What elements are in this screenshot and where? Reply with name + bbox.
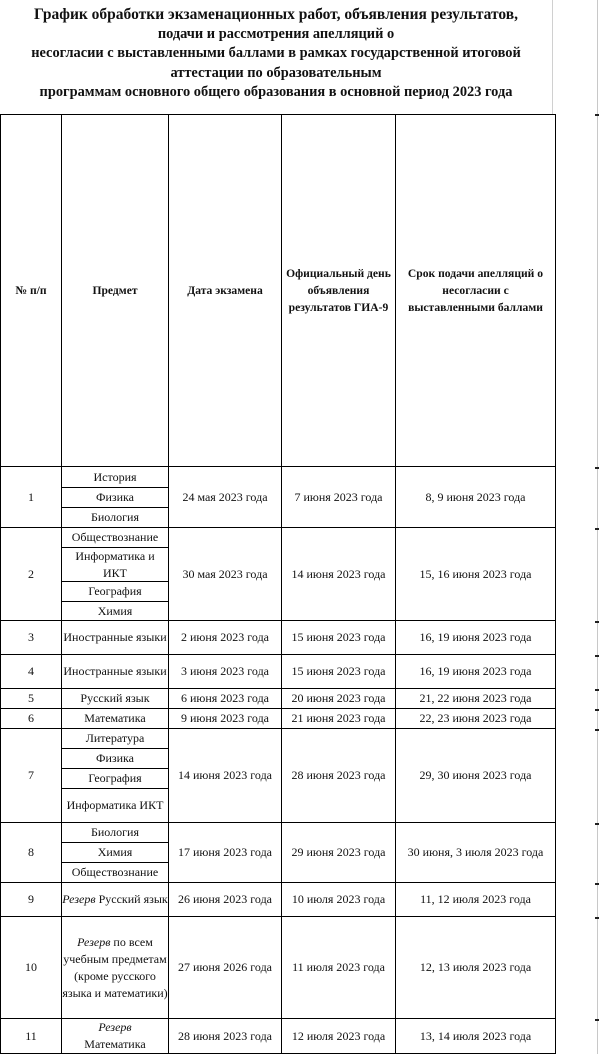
title-line-2: подачи и рассмотрения апелляций о [157, 25, 395, 42]
row-num: 1 [1, 467, 62, 528]
row-results-date: 20 июня 2023 года [282, 689, 396, 709]
row-appeal-deadline: 22, 23 июня 2023 года [396, 709, 556, 729]
table-header-row [1, 115, 556, 467]
row-exam-date: 30 мая 2023 года [169, 528, 282, 621]
table-row [1, 655, 556, 689]
row-exam-date: 2 июня 2023 года [169, 621, 282, 655]
row-tick [595, 1019, 599, 1021]
row-results-date: 11 июля 2023 года [282, 917, 396, 1019]
row-tick [595, 883, 599, 885]
subject: Информатика ИКТ [62, 788, 168, 822]
row-tick [595, 528, 599, 530]
row-subject: Математика [62, 709, 169, 729]
row-subject [62, 1019, 169, 1054]
document-title [0, 0, 553, 115]
table-row [1, 823, 556, 883]
row-tick [595, 114, 599, 116]
table-row [1, 528, 556, 621]
subject-text: по всем учебным предметам (кроме русского языка и математики) [62, 934, 168, 1000]
header-results-date: Официальный день объявления результатов ГИА-9 [282, 115, 396, 467]
row-num: 8 [1, 823, 62, 883]
row-results-date: 21 июня 2023 года [282, 709, 396, 729]
subject: Физика [62, 748, 168, 768]
row-exam-date: 27 июня 2026 года [169, 917, 282, 1019]
title-line-4: аттестации по образовательным [170, 64, 382, 81]
row-num: 11 [1, 1019, 62, 1054]
row-subject: Иностранные языки [62, 621, 169, 655]
subject: География [62, 581, 168, 601]
row-exam-date: 24 мая 2023 года [169, 467, 282, 528]
row-tick [595, 621, 599, 623]
row-exam-date: 9 июня 2023 года [169, 709, 282, 729]
row-results-date: 15 июня 2023 года [282, 655, 396, 689]
row-num: 3 [1, 621, 62, 655]
subject: Биология [62, 507, 168, 527]
header-appeal-deadline: Срок подачи апелляций о несогласии с выставленными баллами [396, 115, 556, 467]
table-row [1, 1019, 556, 1054]
row-appeal-deadline: 29, 30 июня 2023 года [396, 729, 556, 823]
row-exam-date: 26 июня 2023 года [169, 883, 282, 917]
table-row [1, 729, 556, 823]
row-appeal-deadline: 11, 12 июля 2023 года [396, 883, 556, 917]
row-exam-date: 28 июня 2023 года [169, 1019, 282, 1054]
row-subject: Иностранные языки [62, 655, 169, 689]
row-results-date: 10 июля 2023 года [282, 883, 396, 917]
table-row [1, 621, 556, 655]
row-tick [595, 467, 599, 469]
row-num: 9 [1, 883, 62, 917]
reserve-label: Резерв [62, 892, 96, 906]
subject: Литература [85, 731, 145, 745]
row-exam-date: 17 июня 2023 года [169, 823, 282, 883]
row-appeal-deadline: 30 июня, 3 июля 2023 года [396, 823, 556, 883]
row-appeal-deadline: 16, 19 июня 2023 года [396, 621, 556, 655]
row-results-date: 15 июня 2023 года [282, 621, 396, 655]
row-subjects [62, 528, 169, 621]
row-appeal-deadline: 13, 14 июля 2023 года [396, 1019, 556, 1054]
table-row [1, 883, 556, 917]
subject: Физика [62, 487, 168, 507]
table-row [1, 689, 556, 709]
subject-text: Математика [84, 1037, 146, 1051]
row-num: 5 [1, 689, 62, 709]
schedule-table [0, 114, 556, 1054]
row-exam-date: 3 июня 2023 года [169, 655, 282, 689]
row-tick [595, 729, 599, 731]
adjacent-column-border [597, 0, 598, 1054]
row-results-date: 7 июня 2023 года [282, 467, 396, 528]
subject: Обществознание [71, 530, 159, 544]
subject: История [93, 469, 137, 484]
row-exam-date: 6 июня 2023 года [169, 689, 282, 709]
subject: География [62, 768, 168, 788]
row-tick [595, 917, 599, 919]
subject: Информатика и ИКТ [62, 547, 168, 581]
row-results-date: 28 июня 2023 года [282, 729, 396, 823]
row-subjects [62, 467, 169, 528]
title-line-3: несогласии с выставленными баллами в рамках государственной итоговой [31, 45, 521, 62]
header-subject: Предмет [62, 115, 169, 467]
row-results-date: 12 июля 2023 года [282, 1019, 396, 1054]
row-exam-date: 14 июня 2023 года [169, 729, 282, 823]
reserve-label: Резерв [98, 1020, 132, 1034]
header-exam-date: Дата экзамена [169, 115, 282, 467]
row-num: 7 [1, 729, 62, 823]
row-num: 4 [1, 655, 62, 689]
row-results-date: 29 июня 2023 года [282, 823, 396, 883]
row-subjects [62, 823, 169, 883]
row-appeal-deadline: 8, 9 июня 2023 года [396, 467, 556, 528]
subject-text: Русский язык [98, 892, 168, 906]
header-num: № п/п [1, 115, 62, 467]
row-subjects [62, 729, 169, 823]
row-num: 10 [1, 917, 62, 1019]
title-line-1: График обработки экзаменационных работ, объявления результатов, [33, 6, 519, 23]
row-tick [595, 823, 599, 825]
reserve-label: Резерв [77, 934, 111, 949]
table-row [1, 917, 556, 1019]
subject: Химия [62, 601, 168, 620]
row-appeal-deadline: 21, 22 июня 2023 года [396, 689, 556, 709]
row-subject: Русский язык [62, 689, 169, 709]
row-subject [62, 883, 169, 917]
subject: Биология [90, 825, 139, 839]
row-results-date: 14 июня 2023 года [282, 528, 396, 621]
row-appeal-deadline: 15, 16 июня 2023 года [396, 528, 556, 621]
row-tick [595, 709, 599, 711]
row-tick [595, 655, 599, 657]
row-appeal-deadline: 12, 13 июля 2023 года [396, 917, 556, 1019]
subject: Обществознание [62, 862, 168, 882]
row-appeal-deadline: 16, 19 июня 2023 года [396, 655, 556, 689]
table-row [1, 467, 556, 528]
row-tick [595, 689, 599, 691]
table-row [1, 709, 556, 729]
row-num: 2 [1, 528, 62, 621]
row-num: 6 [1, 709, 62, 729]
title-line-5: программам основного общего образования в основной период 2023 года [39, 84, 513, 101]
subject: Химия [62, 842, 168, 862]
row-subject [62, 917, 169, 1019]
